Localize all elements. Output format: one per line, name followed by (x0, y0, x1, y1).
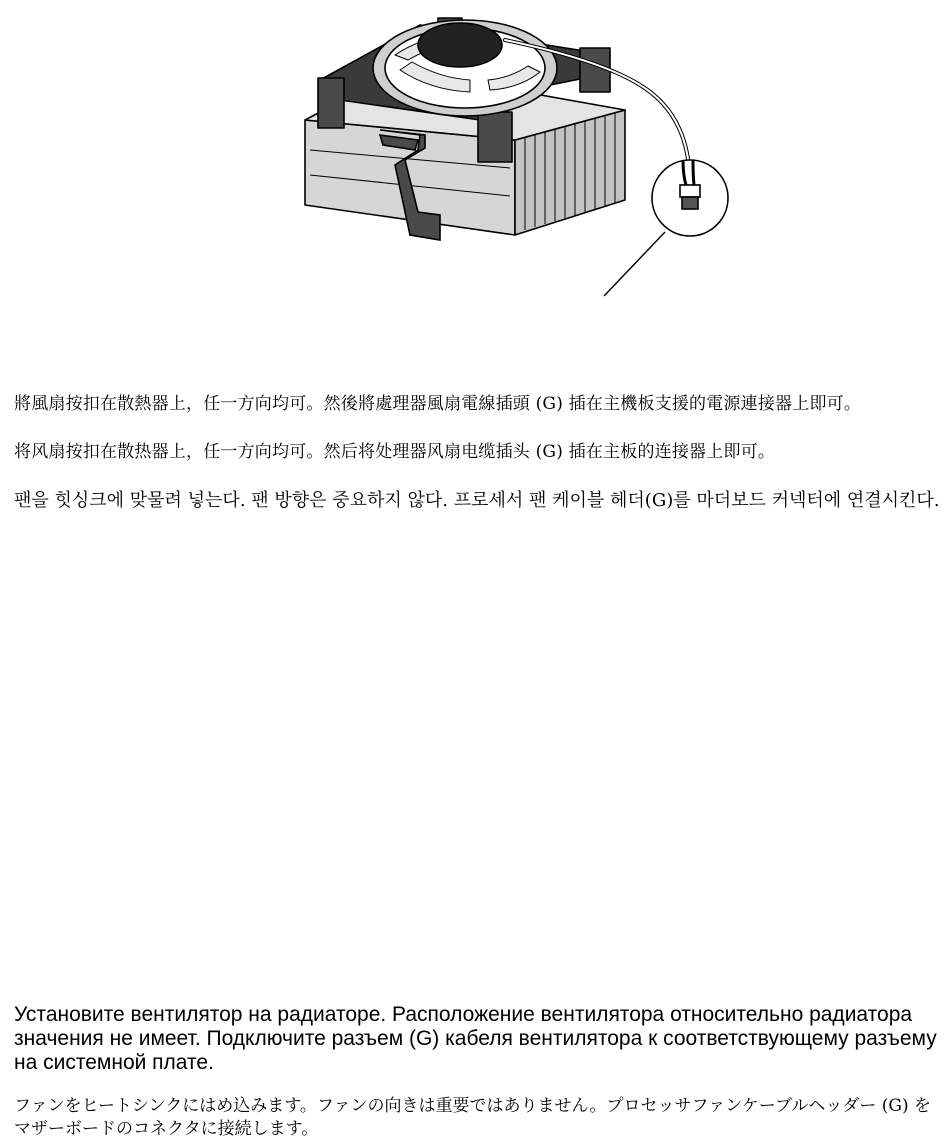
paragraph-simplified-chinese: 将风扇按扣在散热器上，任一方向均可。然后将处理器风扇电缆插头 (G) 插在主板的连接器上即可。 (14, 442, 776, 462)
paragraph-traditional-chinese: 將風扇按扣在散熱器上，任一方向均可。然後將處理器風扇電線插頭 (G) 插在主機板支援的電源連接器上即可。 (14, 394, 862, 414)
paragraph-japanese: ファンをヒートシンクにはめ込みます。ファンの向きは重要ではありません。プロセッサファンケーブルヘッダー (G) をマザーボードのコネクタに接続します。 (14, 1096, 931, 1139)
paragraph-korean: 팬을 힛싱크에 맞물려 넣는다. 팬 방향은 중요하지 않다. 프로세서 팬 케이블 헤더(G)를 마더보드 커넥터에 연결시킨다. (14, 490, 940, 511)
cpu-fan-heatsink-illustration (0, 0, 950, 310)
paragraph-russian: Установите вентилятор на радиаторе. Расположение вентилятора относительно радиатора значения не имеет. Подключите разъем (G) кабеля вентилятора к соответствующему разъему на системной плате. (14, 1003, 937, 1074)
